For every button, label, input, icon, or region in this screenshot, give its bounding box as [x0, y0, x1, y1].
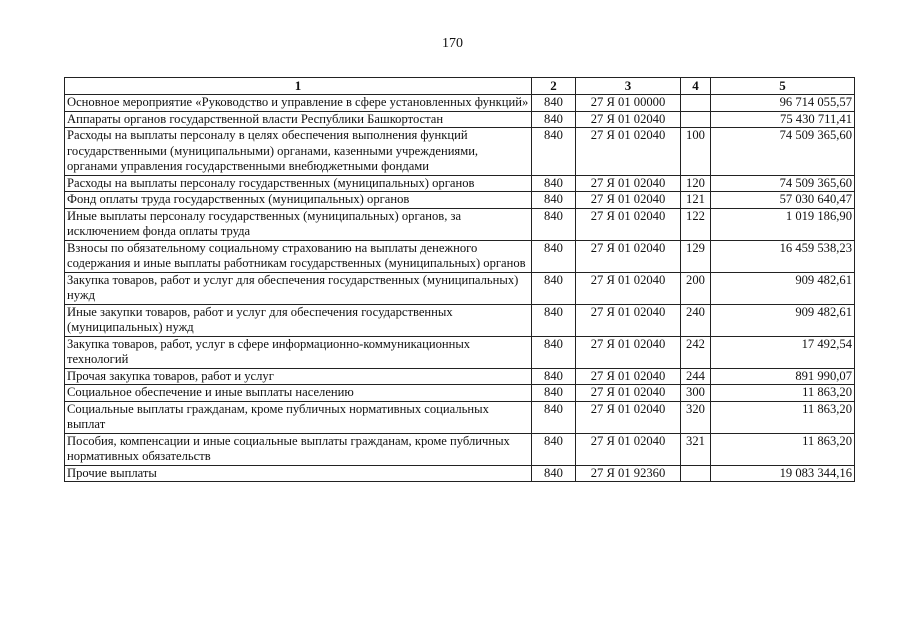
- row-amount-cell: 11 863,20: [711, 401, 855, 433]
- row-target-cell: 27 Я 01 02040: [576, 111, 681, 128]
- row-type-cell: 244: [681, 368, 711, 385]
- row-type-cell: 242: [681, 336, 711, 368]
- row-type-cell: 122: [681, 208, 711, 240]
- row-code-cell: 840: [532, 433, 576, 465]
- row-code-cell: 840: [532, 95, 576, 112]
- row-amount-cell: 75 430 711,41: [711, 111, 855, 128]
- row-type-cell: 129: [681, 240, 711, 272]
- row-name-cell: Закупка товаров, работ, услуг в сфере информационно-коммуникационных технологий: [65, 336, 532, 368]
- table-row: [65, 240, 855, 272]
- row-name-cell: Иные выплаты персоналу государственных (муниципальных) органов, за исключением фонда оплаты труда: [65, 208, 532, 240]
- row-amount-cell: 909 482,61: [711, 272, 855, 304]
- row-target-cell: 27 Я 01 02040: [576, 208, 681, 240]
- row-code-cell: 840: [532, 192, 576, 209]
- row-amount-cell: 96 714 055,57: [711, 95, 855, 112]
- page-number: 170: [442, 36, 463, 51]
- table-row: [65, 208, 855, 240]
- row-target-cell: 27 Я 01 02040: [576, 240, 681, 272]
- row-name-cell: Социальные выплаты гражданам, кроме публичных нормативных социальных выплат: [65, 401, 532, 433]
- row-name-cell: Прочие выплаты: [65, 465, 532, 482]
- row-target-cell: 27 Я 01 02040: [576, 385, 681, 402]
- row-type-cell: [681, 465, 711, 482]
- row-amount-cell: 74 509 365,60: [711, 128, 855, 176]
- row-amount-cell: 11 863,20: [711, 433, 855, 465]
- row-name-cell: Аппараты органов государственной власти Республики Башкортостан: [65, 111, 532, 128]
- table-row: [65, 111, 855, 128]
- row-type-cell: 320: [681, 401, 711, 433]
- table-row: [65, 401, 855, 433]
- table-body: [65, 95, 855, 482]
- row-name-cell: Основное мероприятие «Руководство и управление в сфере установленных функций»: [65, 95, 532, 112]
- table-row: [65, 336, 855, 368]
- row-type-cell: 300: [681, 385, 711, 402]
- row-name-cell: Взносы по обязательному социальному страхованию на выплаты денежного содержания и иные выплаты работникам государственных (муниципальных) органов: [65, 240, 532, 272]
- row-amount-cell: 1 019 186,90: [711, 208, 855, 240]
- row-type-cell: 240: [681, 304, 711, 336]
- row-name-cell: Закупка товаров, работ и услуг для обеспечения государственных (муниципальных) нужд: [65, 272, 532, 304]
- row-target-cell: 27 Я 01 92360: [576, 465, 681, 482]
- row-code-cell: 840: [532, 336, 576, 368]
- row-type-cell: 120: [681, 175, 711, 192]
- table-row: [65, 175, 855, 192]
- row-code-cell: 840: [532, 465, 576, 482]
- row-name-cell: Пособия, компенсации и иные социальные выплаты гражданам, кроме публичных нормативных обязательств: [65, 433, 532, 465]
- table-row: [65, 128, 855, 176]
- table-row: [65, 368, 855, 385]
- table-row: [65, 304, 855, 336]
- budget-table: [64, 77, 855, 482]
- row-amount-cell: 19 083 344,16: [711, 465, 855, 482]
- header-col-4: 4: [681, 78, 711, 95]
- row-type-cell: [681, 111, 711, 128]
- row-target-cell: 27 Я 01 02040: [576, 304, 681, 336]
- row-type-cell: 200: [681, 272, 711, 304]
- row-target-cell: 27 Я 01 02040: [576, 192, 681, 209]
- row-name-cell: Фонд оплаты труда государственных (муниципальных) органов: [65, 192, 532, 209]
- table-header-row: [65, 78, 855, 95]
- row-type-cell: 321: [681, 433, 711, 465]
- table-row: [65, 433, 855, 465]
- row-code-cell: 840: [532, 368, 576, 385]
- row-code-cell: 840: [532, 304, 576, 336]
- row-target-cell: 27 Я 01 02040: [576, 128, 681, 176]
- row-code-cell: 840: [532, 128, 576, 176]
- table-row: [65, 385, 855, 402]
- row-amount-cell: 74 509 365,60: [711, 175, 855, 192]
- row-target-cell: 27 Я 01 02040: [576, 336, 681, 368]
- row-amount-cell: 57 030 640,47: [711, 192, 855, 209]
- row-code-cell: 840: [532, 272, 576, 304]
- row-target-cell: 27 Я 01 02040: [576, 368, 681, 385]
- row-name-cell: Прочая закупка товаров, работ и услуг: [65, 368, 532, 385]
- row-amount-cell: 11 863,20: [711, 385, 855, 402]
- table-row: [65, 192, 855, 209]
- table-row: [65, 272, 855, 304]
- row-code-cell: 840: [532, 111, 576, 128]
- row-target-cell: 27 Я 01 00000: [576, 95, 681, 112]
- row-target-cell: 27 Я 01 02040: [576, 433, 681, 465]
- header-col-5: 5: [711, 78, 855, 95]
- row-type-cell: [681, 95, 711, 112]
- row-code-cell: 840: [532, 240, 576, 272]
- row-amount-cell: 17 492,54: [711, 336, 855, 368]
- row-code-cell: 840: [532, 401, 576, 433]
- row-amount-cell: 16 459 538,23: [711, 240, 855, 272]
- row-target-cell: 27 Я 01 02040: [576, 401, 681, 433]
- row-amount-cell: 891 990,07: [711, 368, 855, 385]
- row-name-cell: Расходы на выплаты персоналу в целях обеспечения выполнения функций государственными (муниципальными) органами, казенными учреждениями, органами управления государственными внебюджетными фондами: [65, 128, 532, 176]
- row-target-cell: 27 Я 01 02040: [576, 175, 681, 192]
- row-name-cell: Социальное обеспечение и иные выплаты населению: [65, 385, 532, 402]
- row-name-cell: Расходы на выплаты персоналу государственных (муниципальных) органов: [65, 175, 532, 192]
- row-type-cell: 100: [681, 128, 711, 176]
- row-target-cell: 27 Я 01 02040: [576, 272, 681, 304]
- row-type-cell: 121: [681, 192, 711, 209]
- row-name-cell: Иные закупки товаров, работ и услуг для обеспечения государственных (муниципальных) нужд: [65, 304, 532, 336]
- row-amount-cell: 909 482,61: [711, 304, 855, 336]
- row-code-cell: 840: [532, 385, 576, 402]
- row-code-cell: 840: [532, 208, 576, 240]
- table-row: [65, 465, 855, 482]
- header-col-1: 1: [65, 78, 532, 95]
- header-col-2: 2: [532, 78, 576, 95]
- row-code-cell: 840: [532, 175, 576, 192]
- table-row: [65, 95, 855, 112]
- header-col-3: 3: [576, 78, 681, 95]
